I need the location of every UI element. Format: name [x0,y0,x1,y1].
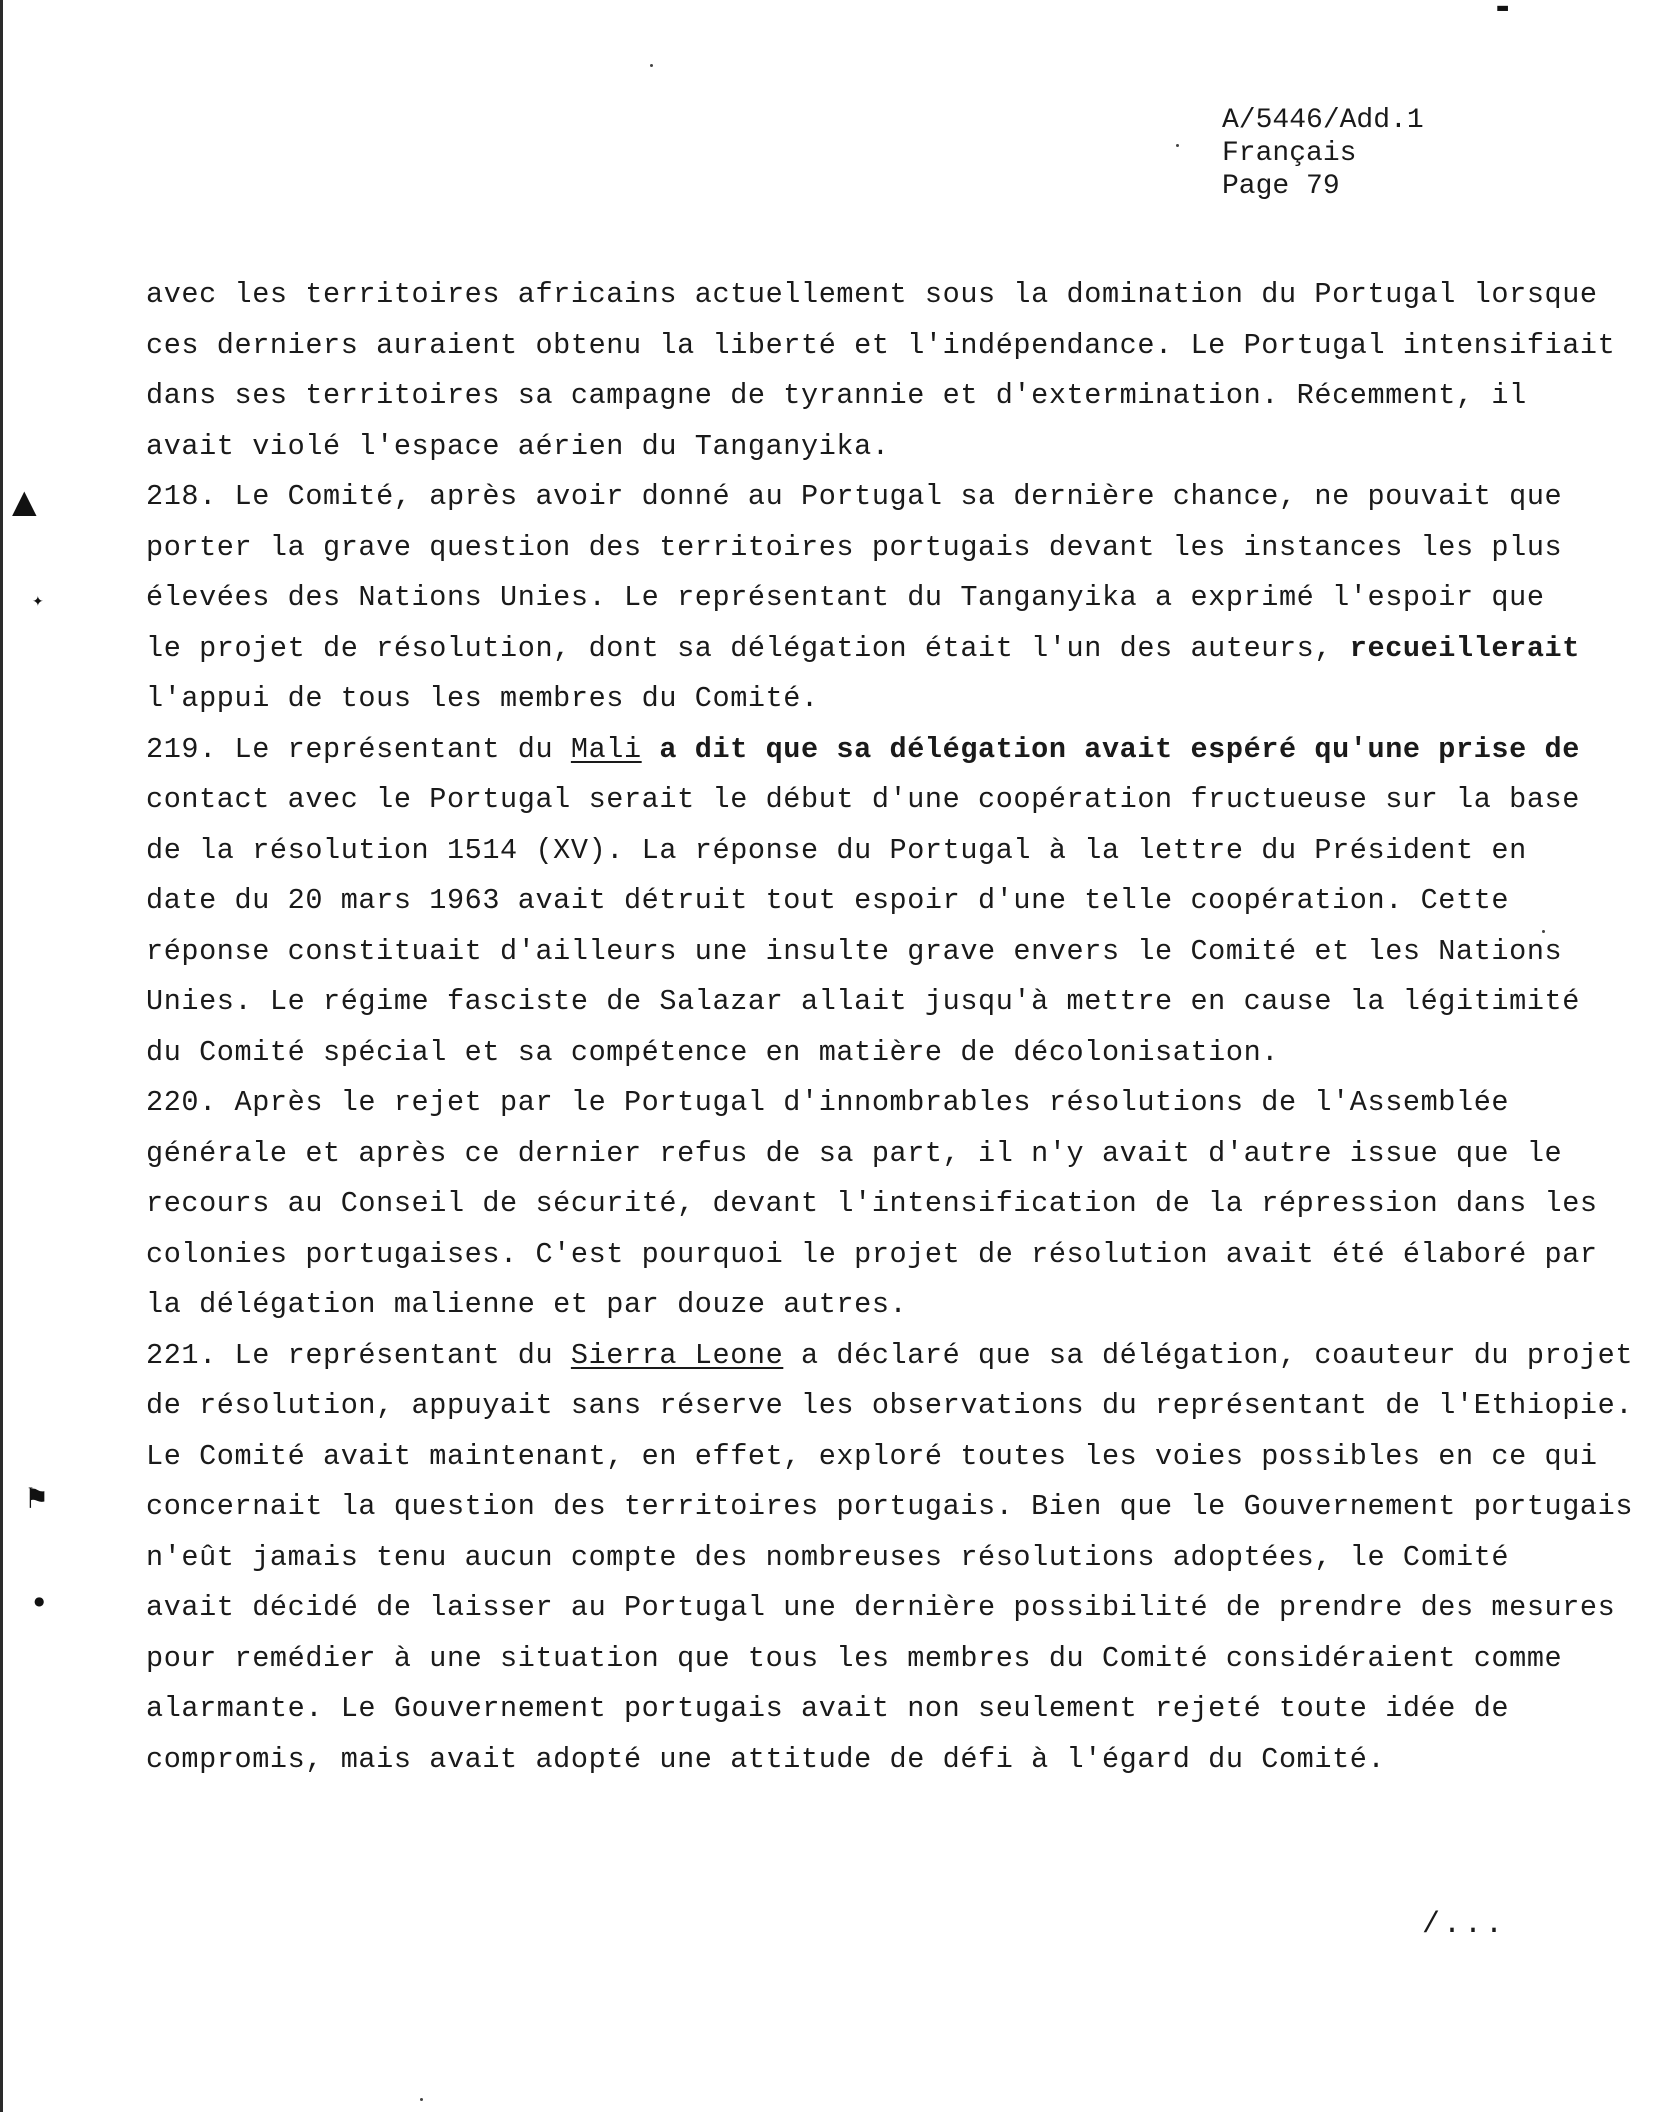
text-segment: a dit que sa délégation avait espéré qu'une prise de [641,732,1580,766]
text-line [146,270,1598,321]
text-segment: pour remédier à une situation que tous les membres du Comité considéraient comme [146,1641,1563,1675]
text-line [146,826,1576,877]
text-line [146,1735,1576,1786]
text-line [146,1280,1576,1331]
margin-tick-icon: ✦ [32,594,44,610]
text-segment: a déclaré que sa délégation, coauteur du projet [783,1338,1634,1372]
text-line [146,1331,1634,1382]
text-line [146,1684,1576,1735]
text-segment: le projet de résolution, dont sa délégation était l'un des auteurs, [146,631,1350,665]
text-segment: 218. Le Comité, après avoir donné au Portugal sa dernière chance, ne pouvait que [146,480,1563,513]
text-segment: colonies portugaises. C'est pourquoi le projet de résolution avait été élaboré par [146,1237,1598,1271]
text-line [146,674,1576,725]
text-segment: de résolution, appuyait sans réserve les observations du représentant de l'Ethiopie. [146,1389,1634,1422]
text-segment: date du 20 mars 1963 avait détruit tout espoir d'une telle coopération. Cette [146,884,1510,917]
text-line [146,977,1580,1028]
underlined-country-name: Sierra Leone [570,1338,784,1372]
body-text [146,270,1634,1785]
margin-flag-icon: ⚑ [24,1482,50,1515]
text-line [146,624,1580,675]
text-segment: du Comité spécial et sa compétence en matière de décolonisation. [146,1035,1279,1069]
text-line [146,371,1576,422]
text-segment: Le Comité avait maintenant, en effet, exploré toutes les voies possibles en ce qui [146,1439,1598,1473]
scan-speck [1176,144,1179,147]
text-segment: contact avec le Portugal serait le début d'une coopération fructueuse sur la base [146,783,1580,816]
text-line [146,422,1576,473]
text-segment: élevées des Nations Unies. Le représentant du Tanganyika a exprimé l'espoir que [146,581,1545,614]
text-line [146,1634,1576,1685]
scan-speck [650,64,653,67]
scan-speck [420,2098,423,2101]
text-segment: 220. Après le rejet par le Portugal d'innombrables résolutions de l'Assemblée [146,1086,1510,1119]
page-number: Page 79 [1222,171,1340,202]
text-segment: la délégation malienne et par douze autres. [146,1288,908,1321]
text-line [146,1078,1576,1129]
text-line [146,1129,1576,1180]
document-header [1222,104,1424,203]
text-line [146,472,1576,523]
text-line [146,573,1576,624]
text-segment: ces derniers auraient obtenu la liberté et l'indépendance. Le Portugal intensifiait [146,328,1616,362]
margin-tick-icon: ● [34,1594,45,1608]
text-segment: 219. Le représentant du [146,732,571,766]
text-segment: avait décidé de laisser au Portugal une dernière possibilité de prendre des mesures [146,1591,1616,1624]
text-segment: compromis, mais avait adopté une attitude de défi à l'égard du Comité. [146,1742,1386,1776]
text-line [146,1482,1634,1533]
text-line [146,1583,1616,1634]
scan-edge [0,0,3,2112]
text-segment: n'eût jamais tenu aucun compte des nombreuses résolutions adoptées, le Comité [146,1540,1510,1574]
text-segment: concernait la question des territoires portugais. Bien que le Gouvernement portugais [146,1490,1634,1523]
text-line [146,775,1580,826]
document-symbol: A/5446/Add.1 [1222,105,1424,136]
continuation-mark: /... [1422,1908,1507,1942]
text-line [146,1230,1598,1281]
text-segment: 221. Le représentant du [146,1338,571,1372]
text-line [146,1028,1576,1079]
text-segment: avait violé l'espace aérien du Tanganyika. [146,429,890,463]
text-line [146,321,1616,372]
margin-tick-icon: ▬ [1496,0,1510,16]
margin-arrow-icon: ▲ [12,482,37,520]
text-segment: recours au Conseil de sécurité, devant l'intensification de la répression dans les [146,1187,1598,1220]
text-segment: de la résolution 1514 (XV). La réponse du Portugal à la lettre du Président en [146,833,1527,867]
text-line [146,1533,1576,1584]
text-segment: générale et après ce dernier refus de sa part, il n'y avait d'autre issue que le [146,1136,1563,1170]
text-segment: dans ses territoires sa campagne de tyrannie et d'extermination. Récemment, il [146,379,1527,412]
scan-speck [1542,930,1545,933]
text-segment: réponse constituait d'ailleurs une insulte grave envers le Comité et les Nations [146,934,1563,968]
underlined-country-name: Mali [570,732,642,766]
text-line [146,1432,1598,1483]
text-segment: porter la grave question des territoires portugais devant les instances les plus [146,530,1563,564]
text-line [146,725,1580,776]
text-segment: Unies. Le régime fasciste de Salazar allait jusqu'à mettre en cause la légitimité [146,985,1580,1018]
text-segment: l'appui de tous les membres du Comité. [146,682,819,715]
text-line [146,927,1576,978]
text-line [146,1381,1634,1432]
text-segment: recueillerait [1349,631,1580,665]
text-line [146,876,1576,927]
text-line [146,523,1576,574]
text-segment: alarmante. Le Gouvernement portugais avait non seulement rejeté toute idée de [146,1692,1510,1725]
text-line [146,1179,1598,1230]
document-language: Français [1222,138,1357,169]
text-segment: avec les territoires africains actuellement sous la domination du Portugal lorsque [146,278,1598,311]
